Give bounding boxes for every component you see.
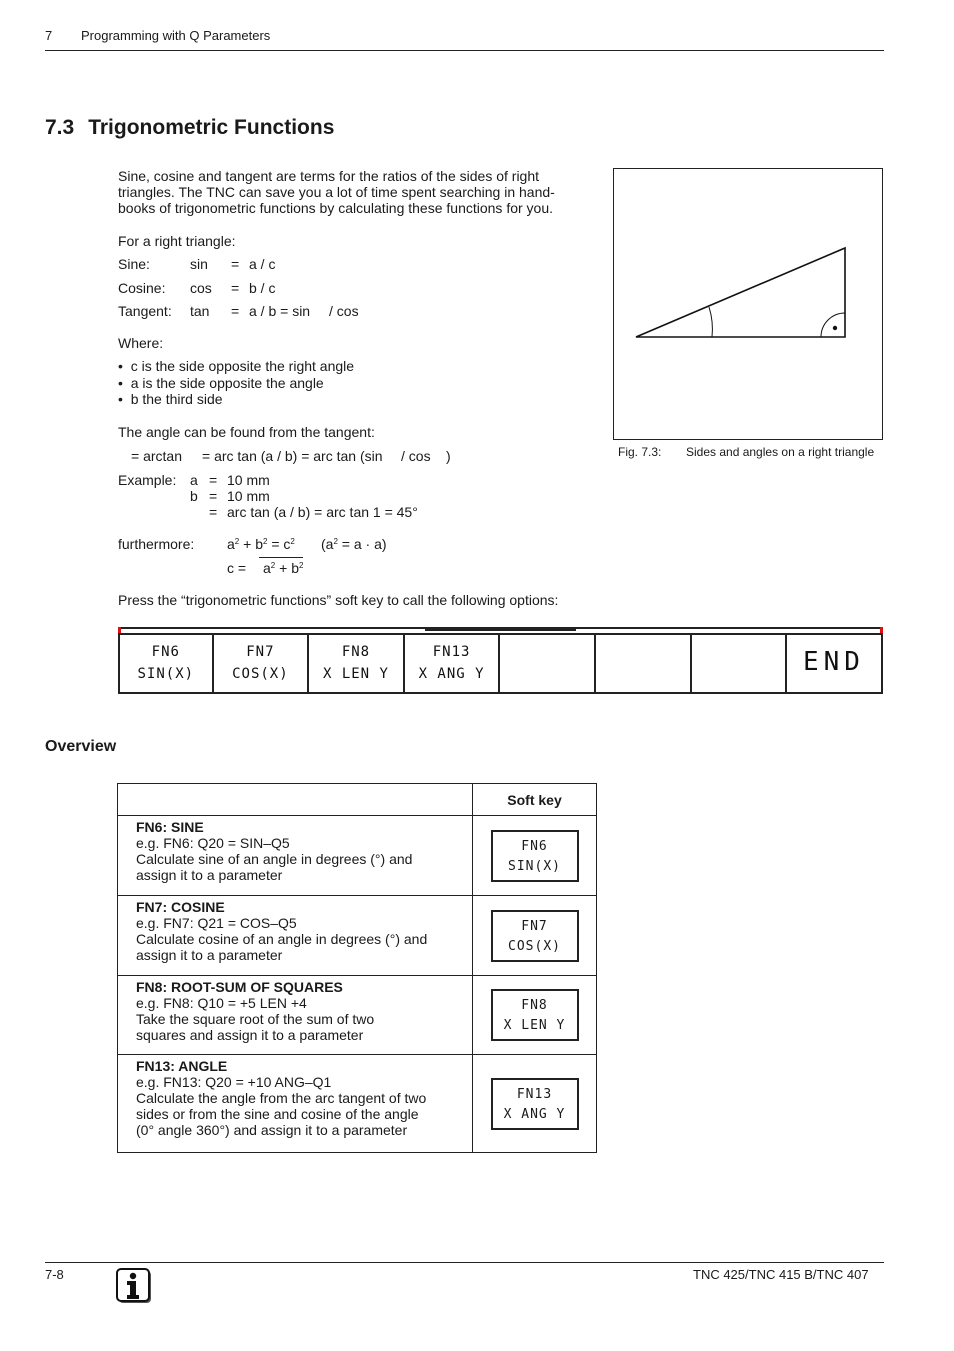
figure-caption: Sides and angles on a right triangle bbox=[686, 445, 875, 459]
example-val-a: 10 mm bbox=[227, 472, 270, 488]
list-item: • a is the side opposite the angle bbox=[118, 374, 324, 391]
chapter-number: 7 bbox=[45, 28, 53, 43]
sine-label: Sine: bbox=[118, 256, 150, 272]
overview-heading: Overview bbox=[45, 738, 117, 755]
softkey-end[interactable]: END bbox=[787, 633, 883, 694]
list-item: • c is the side opposite the right angle bbox=[118, 358, 355, 374]
cosine-label: Cosine: bbox=[118, 280, 166, 296]
right-triangle-diagram bbox=[614, 169, 882, 439]
product-name: TNC 425/TNC 415 B/TNC 407 bbox=[693, 1267, 869, 1282]
right-triangle-lead: For a right triangle: bbox=[118, 233, 236, 249]
example-var-b: b bbox=[190, 488, 198, 504]
row-title: FN8: ROOT-SUM OF SQUARES bbox=[136, 979, 343, 995]
cosine-eq: = bbox=[231, 280, 240, 296]
footer-rule bbox=[45, 1262, 884, 1263]
square-definition: $(a^2 = a \cdot a)$ bbox=[321, 536, 387, 552]
softkey-empty[interactable] bbox=[500, 633, 596, 694]
row-title: FN7: COSINE bbox=[136, 899, 225, 915]
example-label: Example: bbox=[118, 472, 177, 488]
softkey-fn13-sample: FN13 X ANG Y bbox=[491, 1078, 579, 1130]
row-title: FN13: ANGLE bbox=[136, 1058, 228, 1074]
cosine-expr: b / c bbox=[249, 280, 276, 296]
tangent-expr: a / b = sin bbox=[249, 303, 311, 319]
softkey-bar bbox=[118, 627, 883, 694]
table-row: FN6: SINE e.g. FN6: Q20 = SIN–Q5 Calculate sine of an angle in degrees (°) and assign it to a parameter FN6 SIN(X) bbox=[118, 816, 597, 896]
example-val-angle: arc tan (a / b) = arc tan 1 = 45° bbox=[227, 504, 418, 520]
softkey-fn7-sample: FN7 COS(X) bbox=[491, 910, 579, 962]
pythagoras-equation: $a^2 + b^2 = c^2$ bbox=[227, 536, 295, 552]
furthermore-label: furthermore: bbox=[118, 536, 195, 552]
overview-table bbox=[117, 783, 597, 1153]
root-radicand: $a^2 + b^2$ bbox=[259, 557, 303, 576]
angle-formula-d: ) bbox=[446, 448, 451, 464]
sine-fn: sin bbox=[190, 256, 208, 272]
angle-formula-c: / cos bbox=[401, 448, 431, 464]
where-lead: Where: bbox=[118, 335, 164, 351]
table-row: FN8: ROOT-SUM OF SQUARES e.g. FN8: Q10 = +5 LEN +4 Take the square root of the sum of two squares and assign it to a parameter FN8 X LEN Y bbox=[118, 976, 597, 1055]
softkey-row-indicator bbox=[425, 628, 576, 631]
figure-frame bbox=[613, 168, 883, 440]
row-title: FN6: SINE bbox=[136, 819, 204, 835]
softkey-fn6-sample: FN6 SIN(X) bbox=[491, 830, 579, 882]
info-icon bbox=[116, 1268, 153, 1305]
softkey-fn13[interactable]: FN13 X ANG Y bbox=[405, 633, 501, 694]
angle-formula-b: = arc tan (a / b) = arc tan (sin bbox=[202, 448, 383, 464]
press-softkey-text: Press the “trigonometric functions” soft key to call the following options: bbox=[118, 592, 559, 608]
table-row: FN13: ANGLE e.g. FN13: Q20 = +10 ANG–Q1 Calculate the angle from the arc tangent of two sides or from the sine and cosine of the angle (0° angle 360°) and assign it to a parameter FN13 X ANG Y bbox=[118, 1055, 597, 1153]
tangent-fn: tan bbox=[190, 303, 210, 319]
sine-expr: a / c bbox=[249, 256, 276, 272]
softkey-fn7[interactable]: FN7 COS(X) bbox=[214, 633, 310, 694]
example-val-b: 10 mm bbox=[227, 488, 270, 504]
root-lhs: c = bbox=[227, 560, 247, 576]
sine-eq: = bbox=[231, 256, 240, 272]
softkey-empty[interactable] bbox=[596, 633, 692, 694]
cosine-fn: cos bbox=[190, 280, 212, 296]
table-header-row bbox=[118, 784, 597, 816]
tangent-label: Tangent: bbox=[118, 303, 172, 319]
chapter-title: Programming with Q Parameters bbox=[81, 28, 271, 43]
figure-caption-number: Fig. 7.3: bbox=[618, 445, 662, 459]
softkey-fn6[interactable]: FN6 SIN(X) bbox=[118, 633, 214, 694]
softkey-empty[interactable] bbox=[692, 633, 788, 694]
intro-paragraph: Sine, cosine and tangent are terms for the ratios of the sides of right triangles. The TNC can save you a lot of time spent searching in hand- books of trigonometric functions by calculating these functions for you. bbox=[118, 168, 555, 216]
tangent-expr-tail: / cos bbox=[329, 303, 359, 319]
softkey-fn8-sample: FN8 X LEN Y bbox=[491, 989, 579, 1041]
where-list bbox=[118, 358, 354, 408]
section-title: 7.3 Trigonometric Functions bbox=[45, 116, 335, 139]
example-var-a: a bbox=[190, 472, 198, 488]
header-rule bbox=[45, 50, 884, 51]
angle-formula-a: = arctan bbox=[131, 448, 182, 464]
example-eq-b: = bbox=[209, 488, 218, 504]
angle-lead: The angle can be found from the tangent: bbox=[118, 424, 375, 440]
example-eq-angle: = bbox=[209, 504, 218, 520]
table-row: FN7: COSINE e.g. FN7: Q21 = COS–Q5 Calculate cosine of an angle in degrees (°) and assign it to a parameter FN7 COS(X) bbox=[118, 896, 597, 976]
list-item: • b the third side bbox=[118, 391, 223, 407]
example-eq-a: = bbox=[209, 472, 218, 488]
softkey-fn8[interactable]: FN8 X LEN Y bbox=[309, 633, 405, 694]
page-number: 7-8 bbox=[45, 1267, 64, 1282]
softkey-column-header: Soft key bbox=[473, 784, 597, 816]
tangent-eq: = bbox=[231, 303, 240, 319]
